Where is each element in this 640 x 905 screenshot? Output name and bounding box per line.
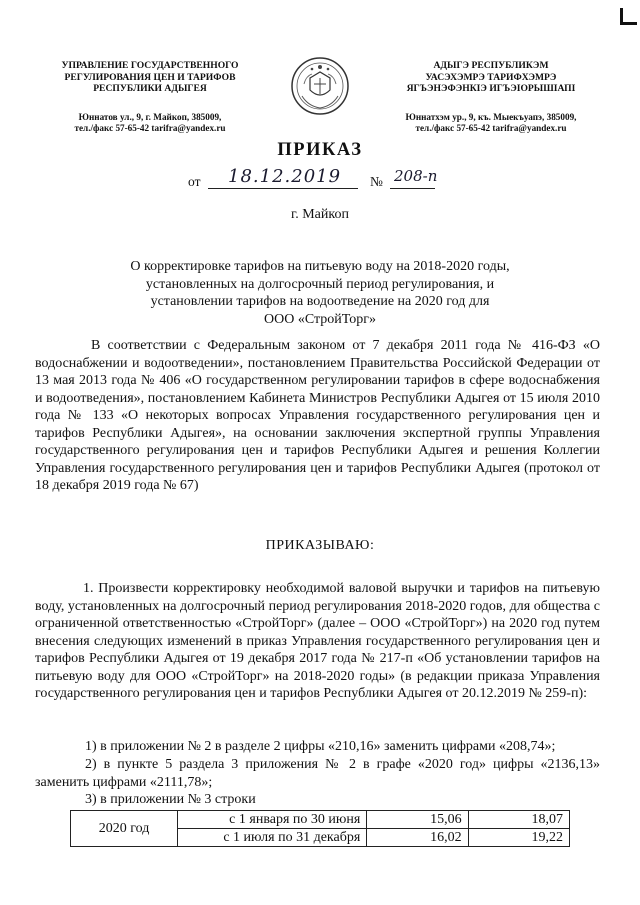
header-right-org	[376, 60, 606, 135]
coat-of-arms-emblem	[290, 56, 350, 116]
table-row	[71, 811, 570, 829]
year-cell: 2020 год	[71, 811, 178, 847]
subitem-2: 2) в пункте 5 раздела 3 приложения № 2 в графе «2020 год» цифры «2136,13» заменить цифрами «2111,78»;	[35, 757, 600, 790]
subject-line: установлении тарифов на водоотведение на 2020 год для	[150, 294, 490, 309]
org-name-line: УПРАВЛЕНИЕ ГОСУДАРСТВЕННОГО	[61, 60, 239, 71]
date-number-line	[188, 166, 518, 192]
tariff-value-cell: 19,22	[468, 829, 569, 847]
document-subject	[100, 258, 540, 328]
org-name-line: УАСЭХЭМРЭ ТАРИФХЭМРЭ	[425, 71, 557, 83]
document-title: ПРИКАЗ	[277, 140, 363, 160]
tariff-value-cell: 18,07	[468, 811, 569, 829]
address-line: Юннатхэм ур., 9, къ. Мыекъуапэ, 385009,	[405, 111, 577, 122]
number-underline	[390, 188, 435, 189]
item-1-paragraph: 1. Произвести корректировку необходимой валовой выручки и тарифов на питьевую воду, установленных на долгосрочный период регулирования 2018-2020 годов, для общества с ограниченной ответственностью «СтройТорг» (далее – ООО «СтройТорг») на 2020 год путем внесения следующих изменений в приказ Управления государственного регулирования цен и тарифов Республики Адыгея от 19 декабря 2017 года № 217-п «Об установлении тарифов на питьевую воду для ООО «СтройТорг» на 2018-2020 годы» (в редакции приказа Управления государственного регулирования цен и тарифов Республики Адыгея от 20.12.2019 № 259-п):	[35, 581, 600, 701]
tariff-value-cell: 15,06	[367, 811, 468, 829]
tariff-table	[70, 810, 570, 847]
org-name-line: РЕГУЛИРОВАНИЯ ЦЕН И ТАРИФОВ	[64, 71, 236, 83]
org-address	[376, 112, 606, 135]
org-address	[35, 112, 265, 135]
period-cell: с 1 января по 30 июня	[178, 811, 367, 829]
contacts-line: тел./факс 57-65-42 tarifra@yandex.ru	[415, 123, 567, 133]
period-cell: с 1 июля по 31 декабря	[178, 829, 367, 847]
number-prefix: №	[370, 174, 383, 189]
contacts-line: тел./факс 57-65-42 tarifra@yandex.ru	[74, 123, 226, 133]
subject-line: установленных на долгосрочный период регулирования, и	[145, 276, 495, 292]
handwritten-number: 208-п	[394, 167, 438, 185]
org-name-line: АДЫГЭ РЕСПУБЛИКЭМ	[433, 60, 549, 71]
address-line: Юннатов ул., 9, г. Майкоп, 385009,	[78, 111, 222, 122]
subject-line: ООО «СтройТорг»	[263, 311, 376, 327]
date-underline	[208, 188, 358, 189]
handwritten-date: 18.12.2019	[228, 166, 342, 187]
tariff-value-cell: 16,02	[367, 829, 468, 847]
subitem-1: 1) в приложении № 2 в разделе 2 цифры «210,16» заменить цифрами «208,74»;	[85, 739, 556, 754]
city: г. Майкоп	[291, 207, 349, 222]
subject-line: О корректировке тарифов на питьевую воду на 2018-2020 годы,	[130, 259, 510, 274]
page-corner-mark	[620, 8, 637, 25]
org-name-line: РЕСПУБЛИКИ АДЫГЕЯ	[93, 83, 207, 94]
orders-heading: ПРИКАЗЫВАЮ:	[265, 538, 375, 553]
header-left-org	[35, 60, 265, 135]
org-name-line: ЯГЪЭНЭФЭНКIЭ ИГЪЭIОРЫШIАПI	[406, 83, 576, 94]
date-prefix: от	[188, 174, 201, 189]
preamble-paragraph: В соответствии с Федеральным законом от 7 декабря 2011 года № 416-ФЗ «О водоснабжении и водоотведении», постановлением Правительства Российской Федерации от 13 мая 2013 года № 406 «О государственном регулировании тарифов в сфере водоснабжения и водоотведения», постановлением Кабинета Министров Республики Адыгея от 15 июля 2010 года № 133 «О некоторых вопросах Управления государственного регулирования цен и тарифов Республики Адыгея», на основании заключения экспертной группы Управления государственного регулирования цен и тарифов Республики Адыгея и решения Коллегии Управления государственного регулирования цен и тарифов Республики Адыгея (протокол от 18 декабря 2019 года № 67)	[35, 338, 600, 493]
subitem-3: 3) в приложении № 3 строки	[85, 792, 256, 807]
